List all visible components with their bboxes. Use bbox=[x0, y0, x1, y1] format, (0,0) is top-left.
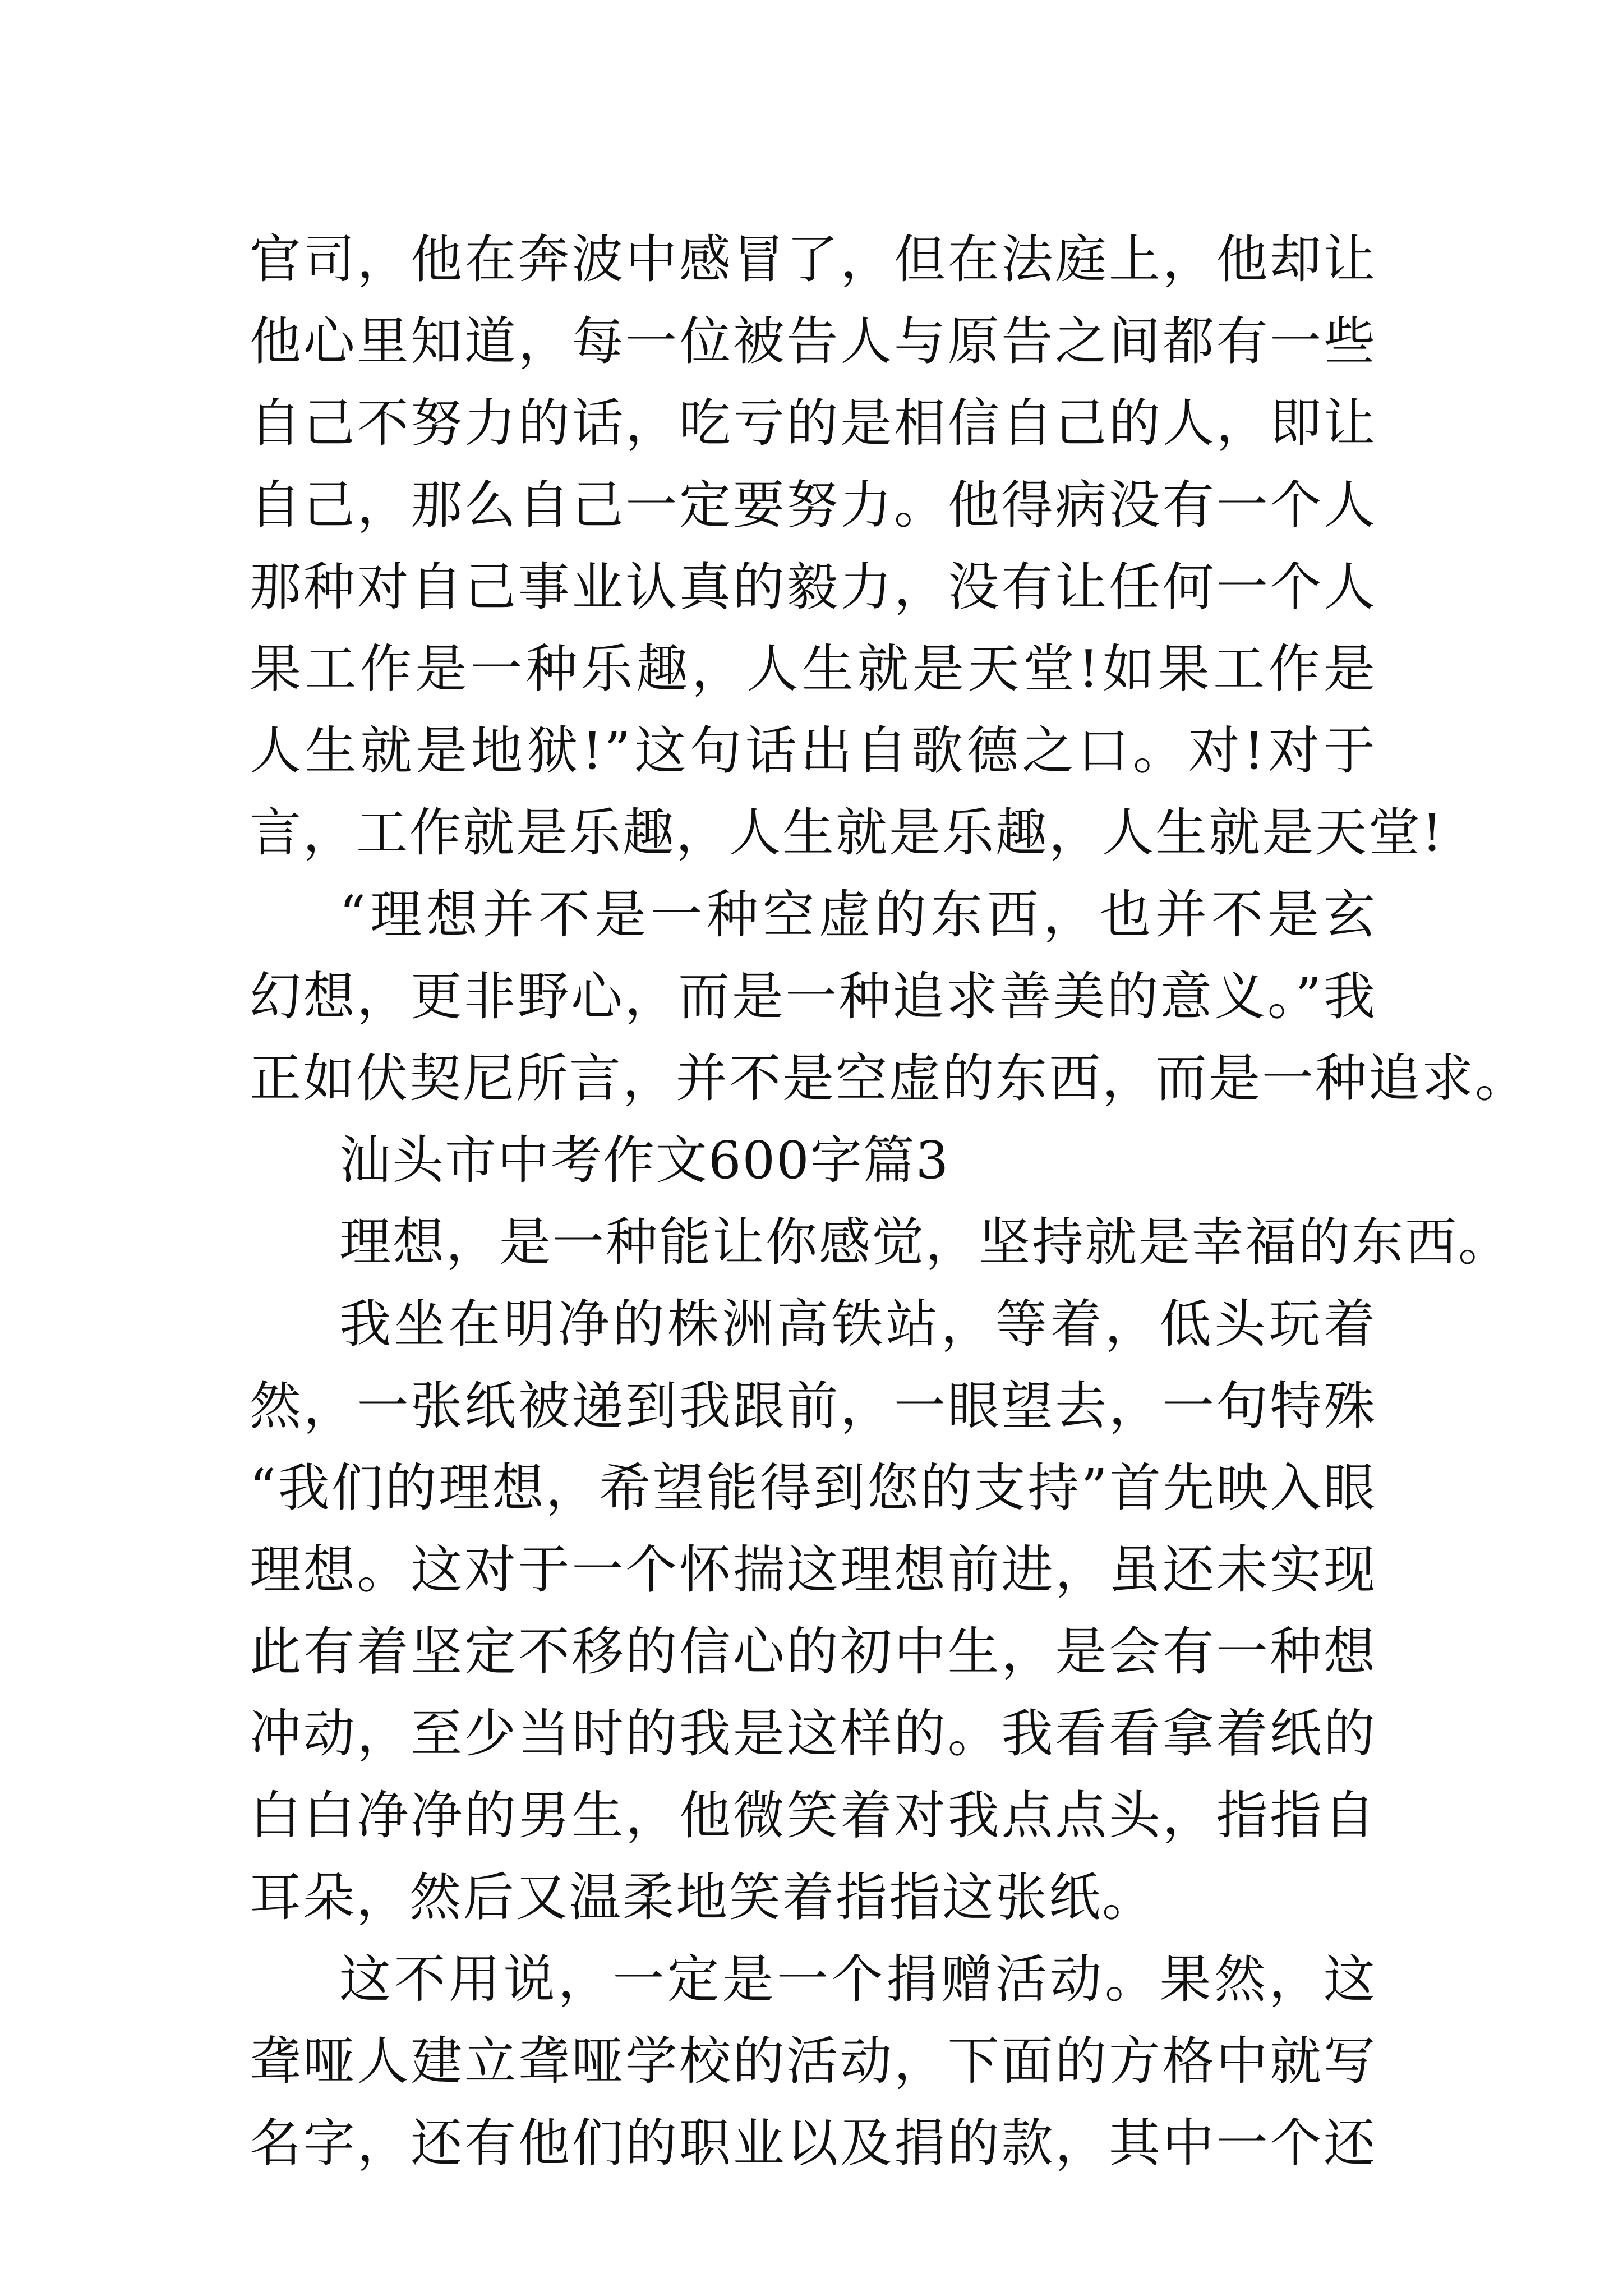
text-line: “理想并不是一种空虚的东西，也并不是玄 bbox=[339, 885, 1377, 945]
text-line: 此有着坚定不移的信心的初中生，是会有一种想 bbox=[250, 1622, 1377, 1682]
text-line: 正如伏契尼所言，并不是空虚的东西，而是一种追求。 bbox=[250, 1048, 1529, 1108]
text-line: 冲动，至少当时的我是这样的。我看看拿着纸的 bbox=[250, 1704, 1377, 1764]
text-line: 这不用说，一定是一个捐赠活动。果然，这 bbox=[339, 1949, 1377, 2009]
text-line: 果工作是一种乐趣，人生就是天堂!如果工作是 bbox=[250, 639, 1377, 699]
text-line: 名字，还有他们的职业以及捐的款，其中一个还 bbox=[250, 2113, 1377, 2173]
text-line: 他心里知道，每一位被告人与原告之间都有一些 bbox=[250, 311, 1377, 371]
text-line: 我坐在明净的株洲高铁站，等着，低头玩着 bbox=[339, 1294, 1377, 1354]
text-line: 聋哑人建立聋哑学校的活动，下面的方格中就写 bbox=[250, 2031, 1377, 2091]
text-line: 白白净净的男生，他微笑着对我点点头，指指自 bbox=[250, 1786, 1377, 1846]
text-line: 自己，那么自己一定要努力。他得病没有一个人 bbox=[250, 475, 1377, 535]
text-line: 耳朵，然后又温柔地笑着指指这张纸。 bbox=[250, 1867, 1156, 1927]
text-line: 理想。这对于一个怀揣这理想前进，虽还未实现 bbox=[250, 1540, 1377, 1600]
text-line: 言，工作就是乐趣，人生就是乐趣，人生就是天堂! bbox=[250, 803, 1444, 863]
text-line: 人生就是地狱!”这句话出自歌德之口。对!对于 bbox=[250, 721, 1377, 781]
text-line: 自己不努力的话，吃亏的是相信自己的人，即让 bbox=[250, 393, 1377, 453]
text-line: 那种对自己事业认真的毅力，没有让任何一个人 bbox=[250, 557, 1377, 617]
document-body bbox=[250, 219, 1529, 2184]
text-line: 官司，他在奔波中感冒了，但在法庭上，他却让 bbox=[250, 229, 1377, 289]
text-line: 幻想，更非野心，而是一种追求善美的意义。”我 bbox=[250, 967, 1377, 1027]
section-heading: 汕头市中考作文600字篇3 bbox=[339, 1130, 950, 1190]
text-line: “我们的理想，希望能得到您的支持”首先映入眼 bbox=[250, 1458, 1377, 1518]
text-line: 然，一张纸被递到我跟前，一眼望去，一句特殊 bbox=[250, 1376, 1377, 1436]
text-line: 理想，是一种能让你感觉，坚持就是幸福的东西。 bbox=[339, 1212, 1512, 1272]
